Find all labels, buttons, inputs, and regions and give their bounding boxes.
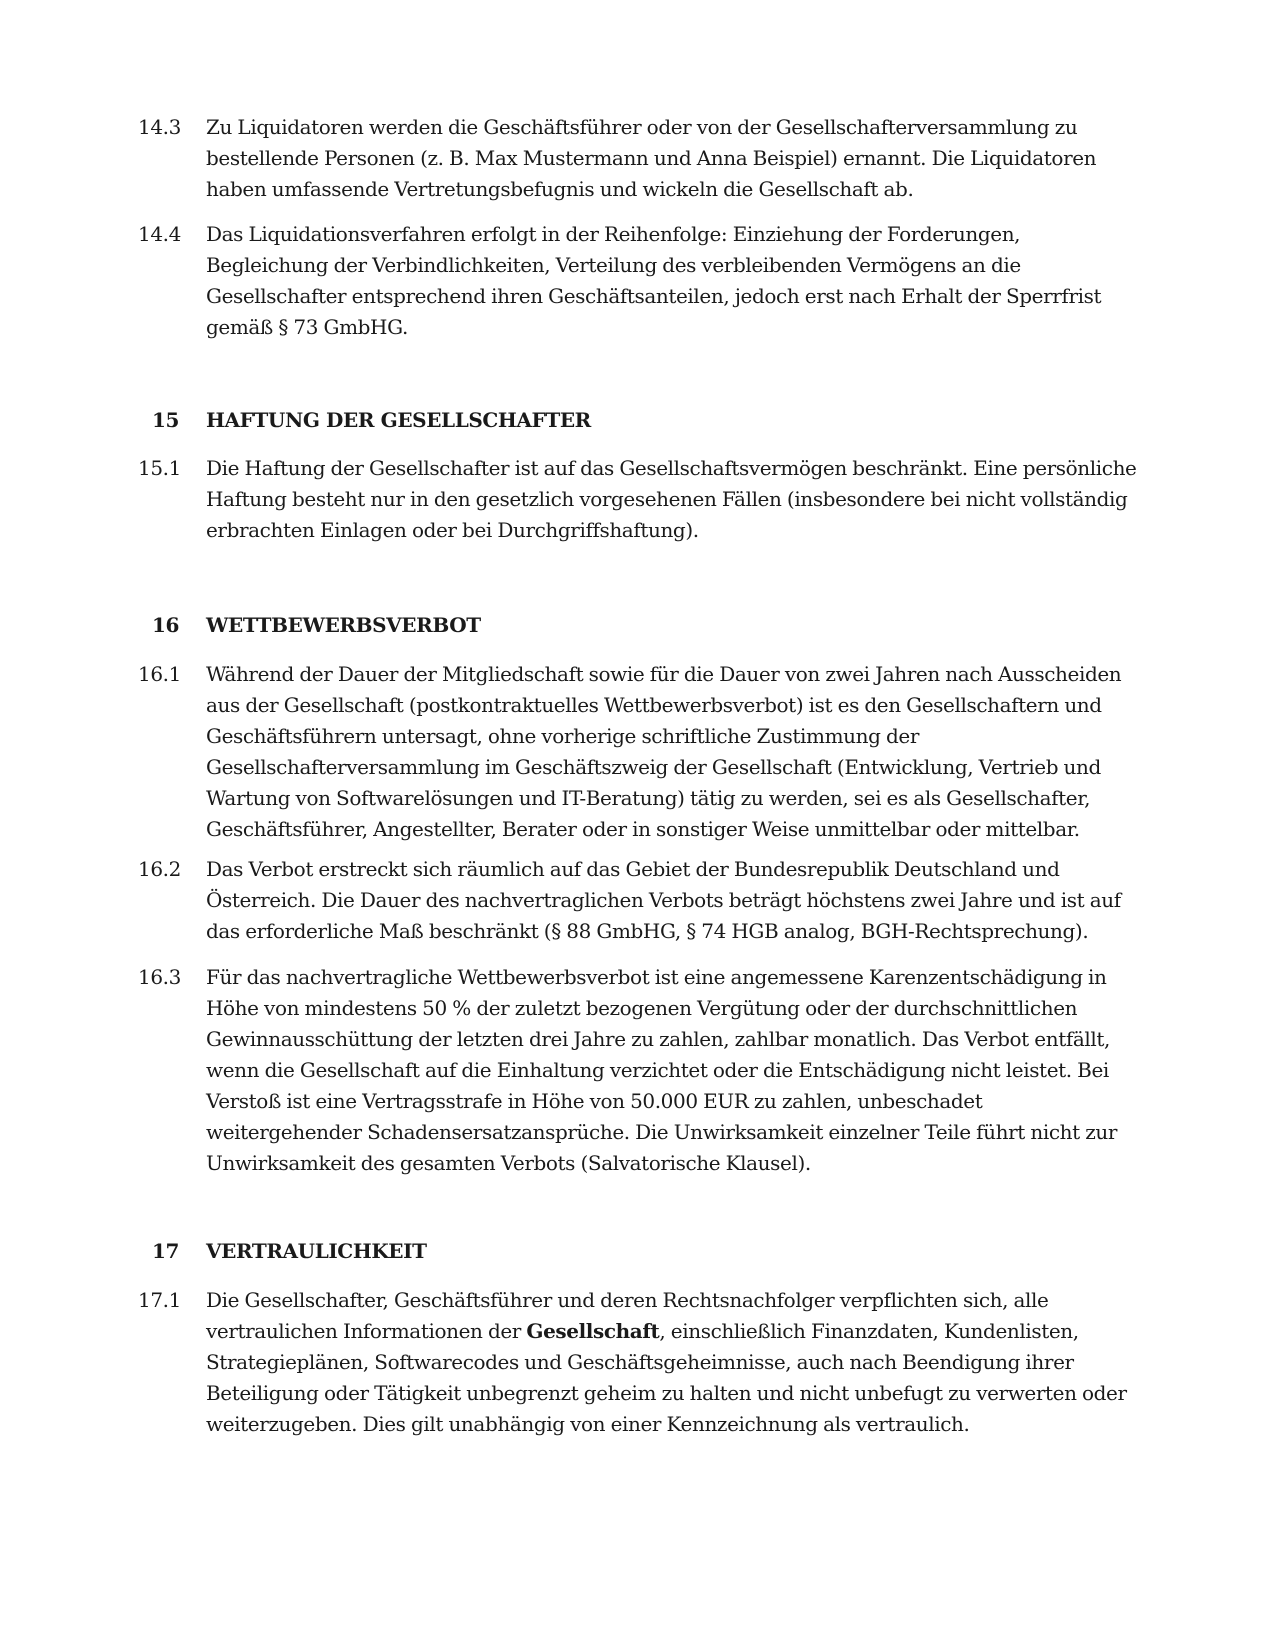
section-heading-15: [138, 405, 1138, 436]
clause-15-1: [138, 453, 1138, 546]
clause-text-bold: Gesellschaft: [526, 1319, 660, 1343]
clause-text: Die Haftung der Gesellschafter ist auf das Gesellschaftsvermögen beschränkt. Eine persönliche Haftung besteht nur in den gesetzlich vorgesehenen Fällen (insbesondere bei nicht vollständig erbrachten Einlagen oder bei Durchgriffshaftung).: [206, 456, 1137, 542]
clause-text: Das Liquidationsverfahren erfolgt in der Reihenfolge: Einziehung der Forderungen, Begleichung der Verbindlichkeiten, Verteilung des verbleibenden Vermögens an die Gesellschafter entsprechend ihren Geschäftsanteilen, jedoch erst nach Erhalt der Sperrfrist gemäß § 73 GmbHG.: [206, 222, 1102, 339]
clause-text: Während der Dauer der Mitgliedschaft sowie für die Dauer von zwei Jahren nach Ausscheiden aus der Gesellschaft (postkontraktuelles Wettbewerbsverbot) ist es den Gesellschaftern und Geschäftsführern untersagt, ohne vorherige schriftliche Zustimmung der Gesellschafterversammlung im Geschäftszweig der Gesellschaft (Entwicklung, Vertrieb und Wartung von Softwarelösungen und IT-Beratung) tätig zu werden, sei es als Gesellschafter, Geschäftsführer, Angestellter, Berater oder in sonstiger Weise unmittelbar oder mittelbar.: [206, 662, 1122, 841]
clause-text: Zu Liquidatoren werden die Geschäftsführer oder von der Gesellschafterversammlung zu bestellende Personen (z. B. Max Mustermann und Anna Beispiel) ernannt. Die Liquidatoren haben umfassende Vertretungsbefugnis und wickeln die Gesellschaft ab.: [206, 115, 1097, 201]
clause-16-1: [138, 659, 1138, 845]
clause-number: 14.4: [138, 222, 181, 246]
clause-14-4: [138, 219, 1138, 343]
section-title: VERTRAULICHKEIT: [206, 1239, 427, 1263]
clause-number: 16.1: [138, 662, 181, 686]
clause-text-before: Die Gesellschafter, Geschäftsführer und deren Rechtsnachfolger verpflichten sich, alle vertraulichen Informationen der: [206, 1288, 1049, 1343]
section-heading-17: [138, 1236, 1138, 1267]
section-heading-16: [138, 610, 1138, 641]
section-number: 16: [152, 613, 180, 637]
clause-text: Das Verbot erstreckt sich räumlich auf das Gebiet der Bundesrepublik Deutschland und Österreich. Die Dauer des nachvertraglichen Verbots beträgt höchstens zwei Jahre und ist auf das erforderliche Maß beschränkt (§ 88 GmbHG, § 74 HGB analog, BGH-Rechtsprechung).: [206, 857, 1121, 943]
clause-16-2: [138, 854, 1138, 947]
clause-number: 15.1: [138, 456, 181, 480]
section-number: 15: [152, 408, 180, 432]
section-title: WETTBEWERBSVERBOT: [206, 613, 481, 637]
clause-number: 14.3: [138, 115, 181, 139]
clause-number: 16.2: [138, 857, 181, 881]
section-title: HAFTUNG DER GESELLSCHAFTER: [206, 408, 591, 432]
clause-14-3: [138, 112, 1138, 205]
clause-17-1: [138, 1285, 1138, 1440]
clause-number: 16.3: [138, 965, 181, 989]
clause-text: [206, 1285, 1138, 1440]
clause-16-3: [138, 962, 1138, 1179]
clause-text: Für das nachvertragliche Wettbewerbsverbot ist eine angemessene Karenzentschädigung in Höhe von mindestens 50 % der zuletzt bezogenen Vergütung oder der durchschnittlichen Gewinnausschüttung der letzten drei Jahre zu zahlen, zahlbar monatlich. Das Verbot entfällt, wenn die Gesellschaft auf die Einhaltung verzichtet oder die Entschädigung nicht leistet. Bei Verstoß ist eine Vertragsstrafe in Höhe von 50.000 EUR zu zahlen, unbeschadet weitergehender Schadensersatzansprüche. Die Unwirksamkeit einzelner Teile führt nicht zur Unwirksamkeit des gesamten Verbots (Salvatorische Klausel).: [206, 965, 1118, 1175]
section-number: 17: [152, 1239, 180, 1263]
clause-text-after: , einschließlich Finanzdaten, Kundenlisten, Strategieplänen, Softwarecodes und Geschäftsgeheimnisse, auch nach Beendigung ihrer Beteiligung oder Tätigkeit unbegrenzt geheim zu halten und nicht unbefugt zu verwerten oder weiterzugeben. Dies gilt unabhängig von einer Kennzeichnung als vertraulich.: [206, 1319, 1127, 1436]
clause-number: 17.1: [138, 1288, 181, 1312]
